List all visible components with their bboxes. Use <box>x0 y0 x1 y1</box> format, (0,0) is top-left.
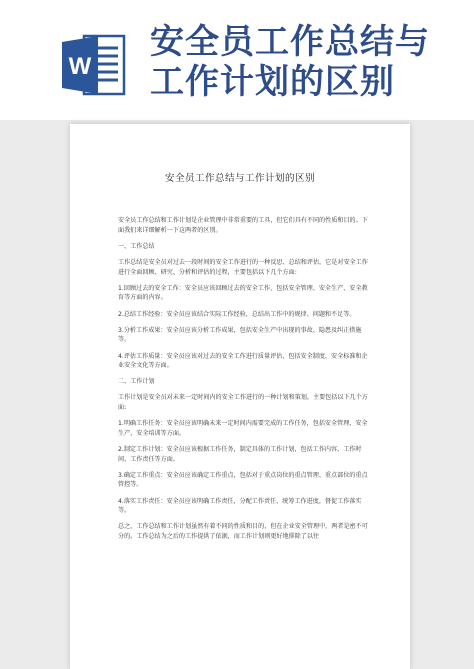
doc-paragraph: 3.分析工作成果：安全员应该分析工作成果，包括安全生产中出现的事故、隐患及纠正措施等。 <box>118 326 362 344</box>
doc-paragraph: 4.评估工作质量：安全员应该对过去的安全工作进行质量评估，包括安全制度、安全标准和企业安全文化等方面。 <box>118 352 368 370</box>
doc-paragraph: 3.确定工作重点：安全员应该确定工作重点，包括对于重点岗位的重点管理、重点部位的重点管控等。 <box>118 471 368 489</box>
banner-header <box>0 0 474 120</box>
banner-title-line-1: 安全员工作总结与 <box>150 22 430 62</box>
doc-paragraph: 4.落实工作责任：安全员应该明确工作责任，分配工作责任，统筹工作进度，督促工作落实等。 <box>118 497 362 515</box>
word-document-icon <box>62 32 126 98</box>
word-icon-letter: W <box>68 53 92 80</box>
document-title: 安全员工作总结与工作计划的区别 <box>164 173 315 184</box>
doc-paragraph: 工作计划是安全员对未来一定时间内的安全工作进行的一种计划和策划，主要包括以下几个方面: <box>118 394 368 412</box>
doc-heading: 一、工作总结 <box>118 242 155 250</box>
banner-title-line-2: 工作计划的区别 <box>150 62 395 102</box>
doc-paragraph: 2.制定工作计划：安全员应该根据工作任务，制定具体的工作计划，包括工作内容、工作时间、工作责任等方面。 <box>118 446 362 463</box>
doc-heading: 二、工作计划 <box>118 378 155 386</box>
doc-paragraph: 2.总结工作经验：安全员应该结合实际工作经验，总结出工作中的规律、问题和不足等。 <box>118 310 356 318</box>
banner-title <box>150 22 470 102</box>
doc-paragraph: 总之，工作总结和工作计划虽然有着不同的性质和目的，但在企业安全管理中，两者是密不可分的。工作总结为之后的工作提供了依据，而工作计划则更好地排除了以往 <box>118 523 368 540</box>
document-page <box>70 124 410 669</box>
doc-paragraph: 安全员工作总结和工作计划是企业管理中非常重要的工具，但它们具有不同的性质和目的。下面我们来详细解析一下这两者的区别。 <box>118 217 368 234</box>
doc-paragraph: 工作总结是安全员对过去一段时间的安全工作进行的一种反思、总结和评估。它是对安全工作进行全面回顾、研究、分析和评估的过程，主要包括以下几个方面: <box>118 258 368 276</box>
doc-paragraph: 1.明确工作任务：安全员应该明确未来一定时间内需要完成的工作任务，包括安全管理、安全生产、安全培训等方面。 <box>118 420 368 437</box>
doc-paragraph: 1.回顾过去的安全工作：安全员应该回顾过去的安全工作，包括安全管理、安全生产、安全教育等方面的内容。 <box>118 284 368 302</box>
document-body <box>118 216 368 548</box>
